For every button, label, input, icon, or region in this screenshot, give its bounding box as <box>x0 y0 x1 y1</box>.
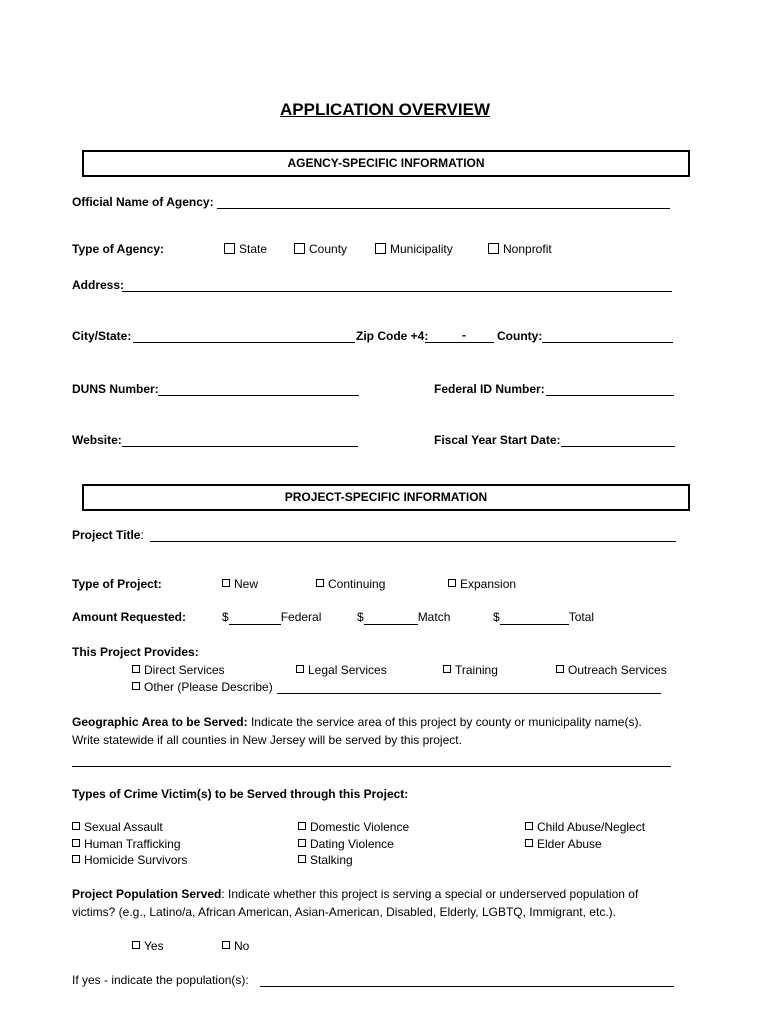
project-type-expansion-option[interactable]: Expansion <box>448 577 516 591</box>
checkbox-icon <box>443 665 451 673</box>
address-label: Address: <box>72 278 125 292</box>
checkbox-icon <box>132 682 140 690</box>
agency-type-nonprofit-option[interactable]: Nonprofit <box>488 242 552 256</box>
provides-other-option[interactable]: Other (Please Describe) <box>132 680 273 694</box>
victim-elder-abuse-option[interactable]: Elder Abuse <box>525 837 602 851</box>
provides-label: This Project Provides: <box>72 645 199 659</box>
if-yes-field[interactable] <box>260 986 674 987</box>
checkbox-icon <box>375 243 386 254</box>
duns-label: DUNS Number: <box>72 382 159 396</box>
checkbox-icon <box>294 243 305 254</box>
fiscal-year-field[interactable] <box>561 446 675 447</box>
duns-field[interactable] <box>158 395 359 396</box>
address-field[interactable] <box>122 291 672 292</box>
victim-stalking-option[interactable]: Stalking <box>298 853 353 867</box>
if-yes-label: If yes - indicate the population(s): <box>72 973 249 987</box>
agency-type-county-option[interactable]: County <box>294 242 347 256</box>
checkbox-icon <box>72 822 80 830</box>
county-field[interactable] <box>542 342 673 343</box>
agency-type-label: Type of Agency: <box>72 242 165 256</box>
provides-outreach-services-option[interactable]: Outreach Services <box>556 663 667 677</box>
project-type-continuing-option[interactable]: Continuing <box>316 577 385 591</box>
population-text: Project Population Served: Indicate whether this project is serving a special or underserved population of <box>72 887 639 901</box>
victim-child-abuse-option[interactable]: Child Abuse/Neglect <box>525 820 645 834</box>
federal-id-field[interactable] <box>546 395 674 396</box>
page-title: APPLICATION OVERVIEW <box>279 100 490 119</box>
project-section-header: PROJECT-SPECIFIC INFORMATION <box>82 484 690 511</box>
checkbox-icon <box>556 665 564 673</box>
checkbox-icon <box>132 941 140 949</box>
checkbox-icon <box>525 822 533 830</box>
agency-type-municipality-option[interactable]: Municipality <box>375 242 453 256</box>
victim-sexual-assault-option[interactable]: Sexual Assault <box>72 820 163 834</box>
victim-human-trafficking-option[interactable]: Human Trafficking <box>72 837 181 851</box>
website-field[interactable] <box>122 446 358 447</box>
population-no-option[interactable]: No <box>222 939 249 953</box>
website-label: Website: <box>72 433 122 447</box>
project-title-field[interactable] <box>150 541 676 542</box>
zip-separator: - <box>462 328 466 342</box>
victim-dating-violence-option[interactable]: Dating Violence <box>298 837 394 851</box>
amount-federal-field[interactable] <box>229 610 281 625</box>
zip-label: Zip Code +4: <box>356 329 429 343</box>
amount-total: $ Total <box>493 610 595 624</box>
population-text-2: victims? (e.g., Latino/a, African American, Asian-American, Disabled, Elderly, LGBTQ, Immigrant, etc.). <box>72 905 616 919</box>
provides-other-field[interactable] <box>277 693 661 694</box>
checkbox-icon <box>298 855 306 863</box>
checkbox-icon <box>222 941 230 949</box>
city-state-label: City/State: <box>72 329 132 343</box>
project-type-label: Type of Project: <box>72 577 162 591</box>
geo-area-field[interactable] <box>72 766 671 767</box>
amount-total-field[interactable] <box>500 610 569 625</box>
amount-federal: $ Federal <box>222 610 322 624</box>
checkbox-icon <box>316 579 324 587</box>
agency-section-header: AGENCY-SPECIFIC INFORMATION <box>82 150 690 177</box>
checkbox-icon <box>132 665 140 673</box>
population-yes-option[interactable]: Yes <box>132 939 164 953</box>
county-label: County: <box>497 329 543 343</box>
project-type-new-option[interactable]: New <box>222 577 258 591</box>
fiscal-year-label: Fiscal Year Start Date: <box>434 433 561 447</box>
checkbox-icon <box>72 855 80 863</box>
checkbox-icon <box>224 243 235 254</box>
federal-id-label: Federal ID Number: <box>434 382 545 396</box>
provides-direct-services-option[interactable]: Direct Services <box>132 663 225 677</box>
geo-area-text: Geographic Area to be Served: Indicate the service area of this project by county or municipality name(s). <box>72 715 642 729</box>
victims-label: Types of Crime Victim(s) to be Served through this Project: <box>72 787 409 801</box>
zip-field[interactable] <box>425 342 494 343</box>
checkbox-icon <box>448 579 456 587</box>
official-name-field[interactable] <box>217 208 670 209</box>
provides-legal-services-option[interactable]: Legal Services <box>296 663 387 677</box>
project-title-label: Project Title: <box>72 528 144 542</box>
checkbox-icon <box>72 839 80 847</box>
checkbox-icon <box>296 665 304 673</box>
geo-area-text-2: Write statewide if all counties in New Jersey will be served by this project. <box>72 733 462 747</box>
checkbox-icon <box>298 839 306 847</box>
checkbox-icon <box>488 243 499 254</box>
provides-training-option[interactable]: Training <box>443 663 498 677</box>
victim-domestic-violence-option[interactable]: Domestic Violence <box>298 820 409 834</box>
victim-homicide-survivors-option[interactable]: Homicide Survivors <box>72 853 187 867</box>
amount-label: Amount Requested: <box>72 610 186 624</box>
amount-match-field[interactable] <box>364 610 418 625</box>
city-state-field[interactable] <box>133 342 355 343</box>
checkbox-icon <box>525 839 533 847</box>
official-name-label: Official Name of Agency: <box>72 195 214 209</box>
agency-type-state-option[interactable]: State <box>224 242 267 256</box>
checkbox-icon <box>222 579 230 587</box>
checkbox-icon <box>298 822 306 830</box>
amount-match: $ Match <box>357 610 451 624</box>
